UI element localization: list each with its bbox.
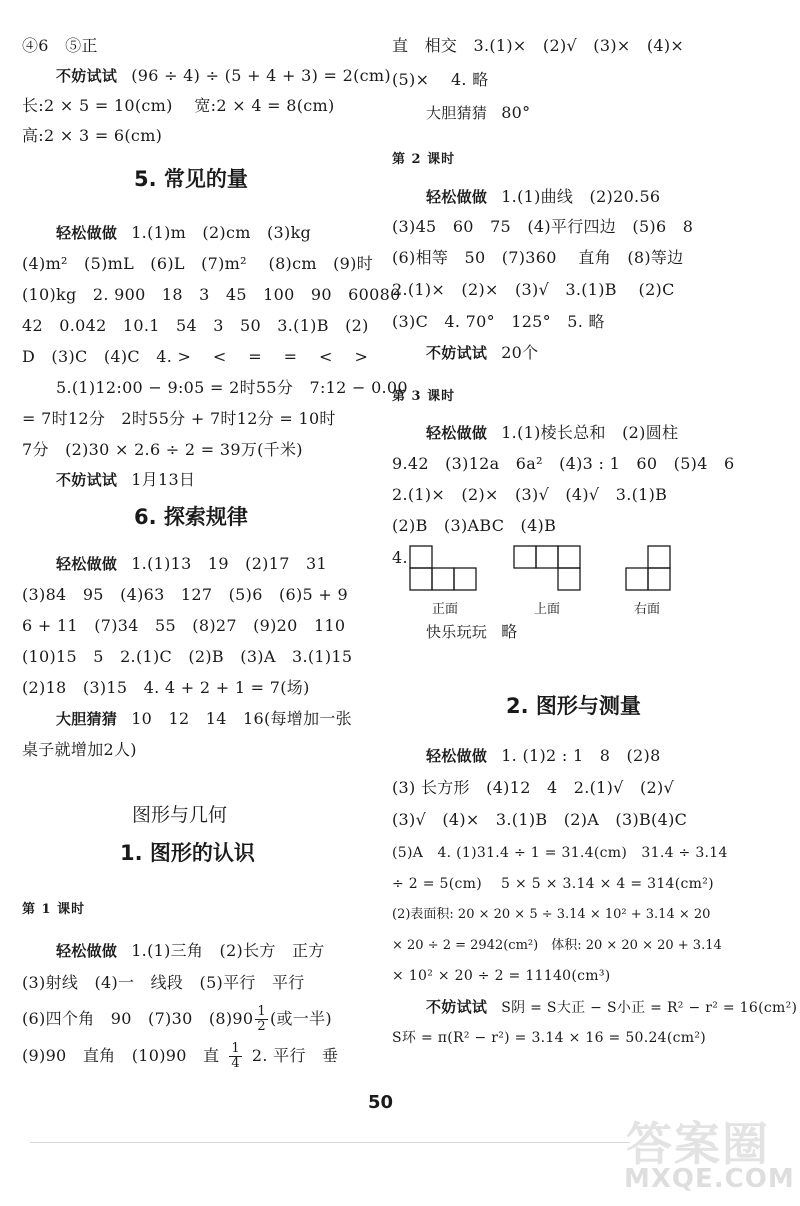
fraction-numerator: 1 xyxy=(231,1041,240,1056)
answer-line: (10)kg 2. 900 18 3 45 100 90 60080 xyxy=(22,285,401,304)
answer-line: D (3)C (4)C 4. > < = = < > xyxy=(22,347,369,366)
front-view-cell xyxy=(410,546,432,568)
answer-line: (2)B (3)ABC (4)B xyxy=(392,516,557,535)
answer-text: 1.(1)13 19 (2)17 31 xyxy=(131,554,327,573)
answer-line: (3)射线 (4)一 线段 (5)平行 平行 xyxy=(22,973,305,992)
answer-line xyxy=(56,554,327,574)
answer-text: (或一半) xyxy=(269,1009,332,1028)
fraction xyxy=(255,1005,268,1034)
answer-line: (3)45 60 75 (4)平行四边 (5)6 8 xyxy=(392,217,694,236)
answer-text: 10 12 14 16(每增加一张 xyxy=(131,709,352,728)
answer-text: (96 ÷ 4) ÷ (5 + 4 + 3) = 2(cm) xyxy=(131,66,391,85)
watermark-url: MXQE.COM xyxy=(624,1164,795,1194)
watermark-logo: 答案圈 xyxy=(626,1117,770,1171)
answer-line: (5)A 4. (1)31.4 ÷ 1 = 31.4(cm) 31.4 ÷ 3.14 xyxy=(392,845,728,861)
answer-text: 20个 xyxy=(501,343,539,362)
try-it-label: 不妨试试 xyxy=(56,67,118,85)
front-view-label: 正面 xyxy=(432,602,459,617)
answer-line: 7分 (2)30 × 2.6 ÷ 2 = 39万(千米) xyxy=(22,440,303,459)
answer-line: 2.(1)× (2)× (3)√ 3.(1)B (2)C xyxy=(392,280,675,299)
answer-line: 直 相交 3.(1)× (2)√ (3)× (4)× xyxy=(392,36,685,55)
answer-line: (3)C 4. 70° 125° 5. 略 xyxy=(392,312,605,331)
try-it-label: 不妨试试 xyxy=(426,344,488,362)
section-title-shape-recognition: 1. 图形的认识 xyxy=(120,841,255,865)
answer-line xyxy=(426,343,538,363)
answer-line: 6 + 11 (7)34 55 (8)27 (9)20 110 xyxy=(22,616,346,635)
answer-line: (3)√ (4)× 3.(1)B (2)A (3)B(4)C xyxy=(392,810,688,829)
three-views-figure xyxy=(392,540,692,620)
lesson-heading: 第 1 课时 xyxy=(22,902,86,917)
top-view-cell xyxy=(514,546,536,568)
answer-text: (9)90 直角 (10)90 直 xyxy=(22,1046,220,1065)
answer-line xyxy=(56,709,352,729)
answer-line xyxy=(426,746,661,766)
front-view-cell xyxy=(410,568,432,590)
answer-line: × 20 ÷ 2 = 2942(cm²) 体积: 20 × 20 × 20 + 3.14 xyxy=(392,938,722,953)
answer-text: 1.(1)三角 (2)长方 正方 xyxy=(131,941,325,960)
answer-line: (3)84 95 (4)63 127 (5)6 (6)5 + 9 xyxy=(22,585,348,604)
easy-practice-label: 轻松做做 xyxy=(56,224,118,242)
easy-practice-label: 轻松做做 xyxy=(56,942,118,960)
right-view-cell xyxy=(648,568,670,590)
answer-line: S环 = π(R² − r²) = 3.14 × 16 = 50.24(cm²) xyxy=(392,1030,707,1046)
answer-text: 1月13日 xyxy=(131,470,196,489)
section-title-explore-patterns: 6. 探索规律 xyxy=(134,505,248,529)
fraction xyxy=(229,1042,242,1071)
answer-text: 80° xyxy=(501,103,531,122)
answer-text: 略 xyxy=(501,622,518,641)
answer-line: 2.(1)× (2)× (3)√ (4)√ 3.(1)B xyxy=(392,485,668,504)
answer-text: 2. 平行 垂 xyxy=(251,1046,339,1065)
answer-line xyxy=(56,941,325,961)
answer-line xyxy=(426,187,660,207)
answer-line xyxy=(22,1005,332,1034)
try-it-label: 不妨试试 xyxy=(56,471,118,489)
answer-line: = 7时12分 2时55分 + 7时12分 = 10时 xyxy=(22,409,336,428)
lesson-heading: 第 2 课时 xyxy=(392,152,456,167)
top-view-cell xyxy=(558,568,580,590)
answer-text: 1. (1)2 : 1 8 (2)8 xyxy=(501,746,661,765)
easy-practice-label: 轻松做做 xyxy=(426,188,488,206)
answer-line: (4)m² (5)mL (6)L (7)m² (8)cm (9)时 xyxy=(22,254,373,273)
top-view-cell xyxy=(536,546,558,568)
front-view-cell xyxy=(454,568,476,590)
part-title-geometry: 图形与几何 xyxy=(132,804,228,826)
bold-guess-label: 大胆猜猜 xyxy=(56,710,118,728)
answer-text: 1.(1)曲线 (2)20.56 xyxy=(501,187,661,206)
answer-line: ④6 ⑤正 xyxy=(22,36,98,55)
fraction-denominator: 2 xyxy=(257,1019,266,1034)
answer-text: 1.(1)棱长总和 (2)圆柱 xyxy=(501,423,679,442)
answer-line: 42 0.042 10.1 54 3 50 3.(1)B (2) xyxy=(22,316,369,335)
footer-divider xyxy=(30,1142,630,1143)
answer-line: 桌子就增加2人) xyxy=(22,740,137,759)
answer-line: 9.42 (3)12a 6a² (4)3 : 1 60 (5)4 6 xyxy=(392,454,735,473)
front-view-cell xyxy=(432,568,454,590)
answer-line xyxy=(56,223,311,243)
answer-line: ÷ 2 = 5(cm) 5 × 5 × 3.14 × 4 = 314(cm²) xyxy=(392,876,714,892)
answer-line xyxy=(56,470,195,490)
answer-line: 5.(1)12:00 − 9:05 = 2时55分 7:12 − 0.00 xyxy=(56,378,408,397)
easy-practice-label: 轻松做做 xyxy=(56,555,118,573)
answer-text: 1.(1)m (2)cm (3)kg xyxy=(131,223,312,242)
answer-line: (3) 长方形 (4)12 4 2.(1)√ (2)√ xyxy=(392,778,675,797)
answer-line xyxy=(426,103,530,123)
lesson-heading: 第 3 课时 xyxy=(392,389,456,404)
answer-line: (6)相等 50 (7)360 直角 (8)等边 xyxy=(392,248,684,267)
fun-play-label: 快乐玩玩 xyxy=(426,623,488,641)
section-title-common-quantities: 5. 常见的量 xyxy=(134,167,248,191)
question-number: 4. xyxy=(392,548,408,567)
answer-line: 高:2 × 3 = 6(cm) xyxy=(22,126,163,145)
answer-line: (2)表面积: 20 × 20 × 5 ÷ 3.14 × 10² + 3.14 × 20 xyxy=(392,907,711,922)
right-view-cell xyxy=(648,546,670,568)
answer-text: S阴 = S大正 − S小正 = R² − r² = 16(cm²) xyxy=(501,1000,798,1016)
fraction-denominator: 4 xyxy=(231,1056,240,1071)
answer-line xyxy=(426,997,797,1018)
top-view-label: 上面 xyxy=(534,602,561,617)
answer-line xyxy=(22,1042,338,1071)
bold-guess-label: 大胆猜猜 xyxy=(426,104,488,122)
fraction-numerator: 1 xyxy=(257,1004,266,1019)
right-view-cell xyxy=(626,568,648,590)
right-view-label: 右面 xyxy=(634,602,661,617)
answer-line xyxy=(426,423,678,443)
answer-line xyxy=(56,66,391,86)
easy-practice-label: 轻松做做 xyxy=(426,424,488,442)
try-it-label: 不妨试试 xyxy=(426,998,488,1016)
answer-line: (10)15 5 2.(1)C (2)B (3)A 3.(1)15 xyxy=(22,647,353,666)
answer-line: (5)× 4. 略 xyxy=(392,70,489,89)
top-view-cell xyxy=(558,546,580,568)
answer-line: × 10² × 20 ÷ 2 = 11140(cm³) xyxy=(392,968,611,984)
answer-line: (2)18 (3)15 4. 4 + 2 + 1 = 7(场) xyxy=(22,678,310,697)
easy-practice-label: 轻松做做 xyxy=(426,747,488,765)
answer-line: 长:2 × 5 = 10(cm) 宽:2 × 4 = 8(cm) xyxy=(22,96,335,115)
page-number: 50 xyxy=(368,1092,394,1113)
three-views-drawing xyxy=(392,540,692,602)
answer-line xyxy=(426,622,518,642)
answer-text: (6)四个角 90 (7)30 (8)90 xyxy=(22,1009,254,1028)
section-title-shape-measurement: 2. 图形与测量 xyxy=(506,694,641,718)
